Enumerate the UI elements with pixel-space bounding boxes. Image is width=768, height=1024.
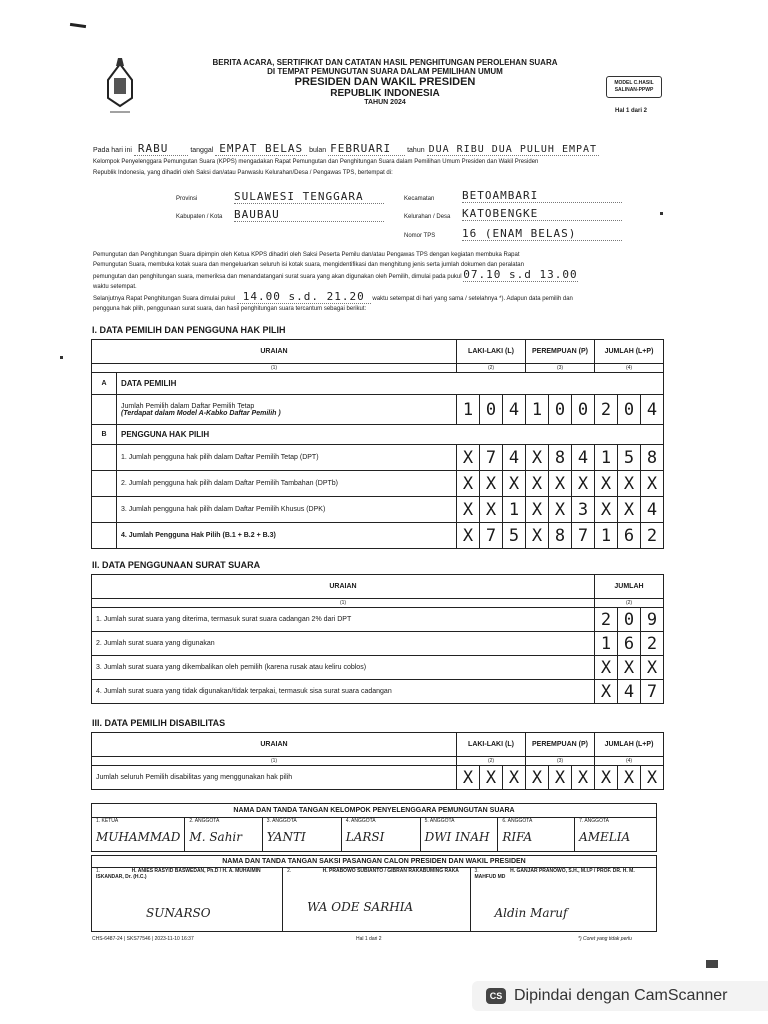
col-perempuan: PEREMPUAN (P): [526, 733, 595, 757]
saksi-name: Aldin Maruf: [494, 906, 568, 920]
col-num: (2): [457, 757, 526, 766]
saksi-pair: H. ANIES RASYID BASWEDAN, Ph.D / H. A. MUHAIMIN ISKANDAR, Dr. (H.C.): [96, 868, 261, 880]
tps-label: Nomor TPS: [404, 233, 436, 239]
section2-title: II. DATA PENGGUNAAN SURAT SUARA: [92, 560, 261, 570]
digit-box: 0: [618, 395, 641, 425]
digit-box: 6: [618, 632, 641, 656]
intro-text1: Kelompok Penyelenggara Pemungutan Suara (KPPS) mengadakan Rapat Pemungutan dan Penghitungan Suara dalam Pemilihan Umum Presiden dan Wakil Presiden: [93, 159, 539, 165]
digit-box: X: [480, 471, 503, 497]
camscanner-icon: CS: [486, 988, 506, 1004]
kelurahan-value: KATOBENGKE: [462, 207, 622, 221]
section-letter-spacer: [92, 471, 117, 497]
kpps-role: 1. KETUA: [96, 818, 119, 824]
kpps-role: 4. ANGGOTA: [345, 818, 376, 824]
section-letter-spacer: [92, 395, 117, 425]
section1-title: I. DATA PEMILIH DAN PENGGUNA HAK PILIH: [92, 325, 286, 335]
start-time-value: 07.10 s.d 13.00: [463, 268, 578, 281]
kpps-role: 6. ANGGOTA: [502, 818, 533, 824]
saksi-name: WA ODE SARHIA: [307, 900, 414, 914]
kecamatan-value: BETOAMBARI: [462, 189, 622, 203]
col-num: (3): [526, 757, 595, 766]
scan-mark: [660, 212, 663, 215]
digit-box: 9: [641, 608, 664, 632]
digit-box: X: [641, 656, 664, 680]
kpps-title: NAMA DAN TANDA TANGAN KELOMPOK PENYELENGGARA PEMUNGUTAN SUARA: [92, 804, 657, 818]
digit-box: X: [618, 497, 641, 523]
pada-hari-label: Pada hari ini: [93, 147, 132, 154]
header-line1: BERITA ACARA, SERTIFIKAT DAN CATATAN HASIL PENGHITUNGAN PEROLEHAN SUARA: [212, 58, 558, 67]
saksi-table: [91, 855, 657, 932]
paragraph-line2: Pemungutan Suara, membuka kotak suara dan mengeluarkan seluruh isi kotak suara, mengidentifikasi dan menghitung jenis serta jumlah dokumen dan peralatan: [93, 262, 524, 268]
dpt-label-cell: [117, 395, 457, 425]
provinsi-value: SULAWESI TENGGARA: [234, 190, 384, 204]
saksi-no: 2.: [287, 868, 292, 874]
digit-box: 0: [618, 608, 641, 632]
kelurahan-label: Kelurahan / Desa: [404, 214, 451, 220]
digit-box: X: [457, 766, 480, 790]
digit-box: 1: [457, 395, 480, 425]
digit-box: 0: [480, 395, 503, 425]
kabupaten-value: BAUBAU: [234, 208, 384, 222]
document-header: [190, 58, 580, 106]
kpps-name: RIFA: [502, 830, 533, 844]
kpps-role: 5. ANGGOTA: [424, 818, 455, 824]
digit-box: 5: [618, 445, 641, 471]
paragraph-line6: pengguna hak pilih, penggunaan surat suara, dan hasil penghitungan suara tercantum sebagai berikut:: [93, 306, 367, 312]
kpps-role: 7. ANGGOTA: [579, 818, 609, 824]
section1-table: [91, 339, 664, 549]
header-line5: TAHUN 2024: [364, 99, 406, 106]
digit-box: 8: [549, 445, 572, 471]
row-label: 2. Jumlah pengguna hak pilih dalam Daftar Pemilih Tambahan (DPTb): [117, 471, 457, 497]
col-num: (4): [595, 757, 664, 766]
digit-box: 4: [641, 497, 664, 523]
saksi-signature-cell: [92, 868, 283, 932]
digit-box: 0: [572, 395, 595, 425]
kpps-signature-cell: [498, 818, 575, 852]
digit-box: X: [457, 471, 480, 497]
digit-box: 4: [503, 395, 526, 425]
digit-box: 4: [641, 395, 664, 425]
digit-box: 1: [595, 445, 618, 471]
digit-box: X: [457, 523, 480, 549]
digit-box: X: [526, 497, 549, 523]
intro-line: [93, 142, 673, 155]
tanggal-label: tanggal: [190, 147, 214, 154]
signature-table: [91, 803, 657, 852]
row-label: 3. Jumlah pengguna hak pilih dalam Daftar Pemilih Khusus (DPK): [117, 497, 457, 523]
kpps-signature-cell: [262, 818, 341, 852]
digit-box: X: [526, 766, 549, 790]
kpu-logo: [100, 54, 140, 124]
digit-box: X: [457, 497, 480, 523]
col-num: (1): [92, 599, 595, 608]
digit-box: X: [457, 445, 480, 471]
row-label: 2. Jumlah surat suara yang digunakan: [92, 632, 595, 656]
paragraph-line3: pemungutan dan penghitungan suara, memeriksa dan menandatangani surat suara yang akan digunakan oleh Pemilih, dimulai pada pukul: [93, 274, 462, 280]
hari-value: RABU: [134, 142, 189, 156]
kpps-signature-cell: [92, 818, 185, 852]
kpps-role: 3. ANGGOTA: [266, 818, 297, 824]
row-label: 4. Jumlah Pengguna Hak Pilih (B.1 + B.2 + B.3): [117, 523, 457, 549]
col-num: (1): [92, 364, 457, 373]
digit-box: X: [526, 471, 549, 497]
digit-box: X: [595, 766, 618, 790]
digit-box: X: [526, 523, 549, 549]
digit-box: X: [618, 766, 641, 790]
digit-box: 1: [595, 632, 618, 656]
pengguna-title: PENGGUNA HAK PILIH: [117, 425, 664, 445]
digit-box: 2: [595, 395, 618, 425]
digit-box: X: [503, 471, 526, 497]
col-perempuan: PEREMPUAN (P): [526, 340, 595, 364]
kabupaten-label: Kabupaten / Kota: [176, 214, 223, 220]
row-label: Jumlah seluruh Pemilih disabilitas yang menggunakan hak pilih: [92, 766, 457, 790]
col-uraian: URAIAN: [92, 733, 457, 757]
digit-box: X: [526, 445, 549, 471]
digit-box: 2: [641, 523, 664, 549]
scan-mark: [70, 23, 86, 28]
tanggal-value: EMPAT BELAS: [215, 142, 307, 156]
digit-box: 1: [526, 395, 549, 425]
watermark-text: Dipindai dengan CamScanner: [514, 987, 728, 1004]
digit-box: X: [572, 471, 595, 497]
digit-box: 8: [549, 523, 572, 549]
digit-box: X: [618, 656, 641, 680]
footer-page: Hal 1 dari 2: [356, 936, 382, 942]
saksi-signature-cell: [470, 868, 656, 932]
data-pemilih-title: DATA PEMILIH: [117, 373, 664, 395]
kpps-signature-cell: [341, 818, 420, 852]
digit-box: X: [549, 766, 572, 790]
footer-note: *) Coret yang tidak perlu: [578, 936, 632, 942]
digit-box: X: [480, 766, 503, 790]
kpps-name: AMELIA: [579, 830, 631, 844]
digit-box: X: [641, 471, 664, 497]
digit-box: 0: [549, 395, 572, 425]
header-line2: DI TEMPAT PEMUNGUTAN SUARA DALAM PEMILIHAN UMUM: [267, 67, 503, 76]
section-letter: B: [92, 425, 117, 445]
kpps-name: LARSI: [345, 830, 385, 844]
digit-box: X: [503, 766, 526, 790]
digit-box: 7: [480, 523, 503, 549]
col-num: (2): [457, 364, 526, 373]
kpps-name: DWI INAH: [424, 830, 490, 844]
paragraph-line1: Pemungutan dan Penghitungan Suara dipimpin oleh Ketua KPPS dihadiri oleh Saksi Peserta Pemilu dan/atau Pengawas TPS dengan kegiatan membuka Rapat: [93, 252, 520, 258]
digit-box: X: [549, 471, 572, 497]
digit-box: 1: [595, 523, 618, 549]
saksi-signature-cell: [283, 868, 470, 932]
digit-box: X: [595, 680, 618, 704]
saksi-name: SUNARSO: [146, 906, 211, 920]
section-letter-spacer: [92, 497, 117, 523]
col-jumlah: JUMLAH: [595, 575, 664, 599]
footer-code: CHS-6487-24 | SKS77546 | 2023-11-10 16:37: [92, 936, 194, 942]
section3-title: III. DATA PEMILIH DISABILITAS: [92, 718, 226, 728]
kpps-name: YANTI: [266, 830, 306, 844]
paragraph-line4: waktu setempat.: [93, 284, 137, 290]
col-laki: LAKI-LAKI (L): [457, 733, 526, 757]
col-num: (4): [595, 364, 664, 373]
paragraph-line5a: Selanjutnya Rapat Penghitungan Suara dimulai pukul: [93, 296, 236, 302]
kpps-role: 2. ANGGOTA: [189, 818, 220, 824]
dpt-sub: (Terdapat dalam Model A-Kabko Daftar Pemilih ): [121, 409, 281, 417]
header-line3: PRESIDEN DAN WAKIL PRESIDEN: [294, 76, 476, 88]
count-time-value: 14.00 s.d. 21.20: [237, 290, 371, 304]
digit-box: X: [595, 471, 618, 497]
page-label: Hal 1 dari 2: [615, 108, 648, 114]
digit-box: 2: [595, 608, 618, 632]
paragraph-line5b: waktu setempat di hari yang sama / setelahnya *). Adapun data pemilih dan: [372, 296, 573, 302]
intro-text2: Republik Indonesia, yang dihadiri oleh Saksi dan/atau Panwaslu Kelurahan/Desa / Pengawas TPS, bertempat di:: [93, 170, 393, 176]
row-label: 3. Jumlah surat suara yang dikembalikan oleh pemilih (karena rusak atau keliru coblos): [92, 656, 595, 680]
digit-box: 1: [503, 497, 526, 523]
col-num: (3): [526, 364, 595, 373]
dpt-label: Jumlah Pemilih dalam Daftar Pemilih Tetap: [121, 402, 255, 410]
scan-mark: [60, 356, 63, 359]
bulan-value: FEBRUARI: [328, 142, 405, 156]
digit-box: X: [595, 497, 618, 523]
col-num: (2): [595, 599, 664, 608]
saksi-pair: H. PRABOWO SUBIANTO / GIBRAN RAKABUMING RAKA: [322, 868, 459, 874]
section-letter-spacer: [92, 523, 117, 549]
kpps-name: MUHAMMAD: [96, 830, 181, 844]
digit-box: X: [572, 766, 595, 790]
digit-box: 4: [572, 445, 595, 471]
tahun-value: DUA RIBU DUA PULUH EMPAT: [428, 144, 598, 155]
kpps-name: M. Sahir: [189, 830, 242, 844]
section3-table: [91, 732, 664, 790]
digit-box: 4: [503, 445, 526, 471]
section-letter-spacer: [92, 445, 117, 471]
camscanner-watermark: [472, 981, 768, 1011]
tps-value: 16 (ENAM BELAS): [462, 227, 622, 241]
col-laki: LAKI-LAKI (L): [457, 340, 526, 364]
digit-box: 8: [641, 445, 664, 471]
digit-box: X: [618, 471, 641, 497]
tahun-label: tahun: [407, 147, 425, 154]
saksi-pair: H. GANJAR PRANOWO, S.H., M.I.P / PROF. DR. H. M. MAHFUD MD: [474, 868, 635, 880]
kpps-signature-cell: [185, 818, 262, 852]
scan-mark: [706, 960, 718, 968]
digit-box: X: [595, 656, 618, 680]
digit-box: 7: [572, 523, 595, 549]
col-jumlah: JUMLAH (L+P): [595, 733, 664, 757]
procedure-paragraph: [93, 250, 683, 314]
digit-box: 4: [618, 680, 641, 704]
digit-box: X: [480, 497, 503, 523]
digit-box: X: [549, 497, 572, 523]
section2-table: [91, 574, 664, 704]
saksi-no: 3.: [474, 868, 479, 874]
col-jumlah: JUMLAH (L+P): [595, 340, 664, 364]
col-uraian: URAIAN: [92, 575, 595, 599]
model-badge: MODEL C.HASIL SALINAN-PPWP: [606, 76, 662, 98]
header-line4: REPUBLIK INDONESIA: [330, 88, 440, 99]
saksi-title: NAMA DAN TANDA TANGAN SAKSI PASANGAN CALON PRESIDEN DAN WAKIL PRESIDEN: [92, 856, 657, 868]
row-label: 1. Jumlah surat suara yang diterima, termasuk surat suara cadangan 2% dari DPT: [92, 608, 595, 632]
digit-box: 7: [641, 680, 664, 704]
digit-box: 6: [618, 523, 641, 549]
provinsi-label: Provinsi: [176, 196, 198, 202]
digit-box: 7: [480, 445, 503, 471]
bulan-label: bulan: [309, 147, 327, 154]
digit-box: 2: [641, 632, 664, 656]
kpps-signature-cell: [420, 818, 498, 852]
section-letter: A: [92, 373, 117, 395]
digit-box: 3: [572, 497, 595, 523]
kecamatan-label: Kecamatan: [404, 196, 435, 202]
col-uraian: URAIAN: [92, 340, 457, 364]
col-num: (1): [92, 757, 457, 766]
kpps-signature-cell: [575, 818, 657, 852]
digit-box: X: [641, 766, 664, 790]
saksi-no: 1.: [96, 868, 101, 874]
digit-box: 5: [503, 523, 526, 549]
row-label: 4. Jumlah surat suara yang tidak digunakan/tidak terpakai, termasuk sisa surat suara cadangan: [92, 680, 595, 704]
row-label: 1. Jumlah pengguna hak pilih dalam Daftar Pemilih Tetap (DPT): [117, 445, 457, 471]
